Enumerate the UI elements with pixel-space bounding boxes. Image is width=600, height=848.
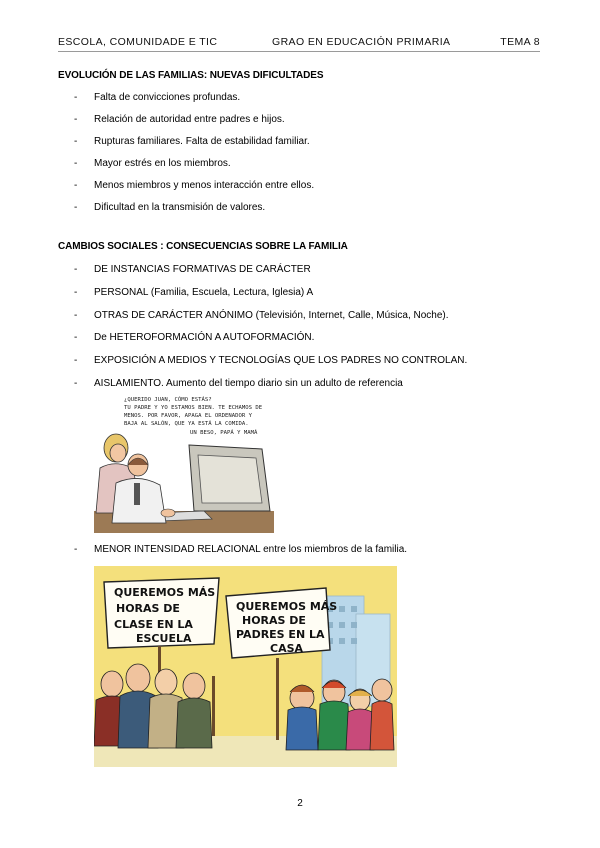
cartoon-caption-line: ¿QUERIDO JUAN, CÓMO ESTÁS? (124, 397, 212, 403)
cartoon-caption-line: UN BESO, PAPÁ Y MAMÁ (190, 430, 258, 436)
sign-left-line: QUEREMOS MÁS (114, 586, 216, 599)
cartoon-parents-computer (94, 393, 274, 533)
page-number: 2 (297, 798, 303, 809)
header-rule (58, 51, 540, 52)
cartoon-caption-line: BAJA AL SALÓN, QUE YA ESTÁ LA COMIDA. (124, 421, 249, 427)
sign-left-line: CLASE EN LA (114, 618, 193, 631)
cartoon-protest-signs (94, 566, 397, 767)
page-header (58, 36, 540, 52)
header-degree: GRAO EN EDUCACIÓN PRIMARIA (272, 36, 451, 48)
sign-right-line: QUEREMOS MÁS (236, 600, 338, 613)
cartoon-caption-line: TU PADRE Y YO ESTAMOS BIEN. TE ECHAMOS DE (124, 405, 263, 411)
sign-right-line: HORAS DE (242, 614, 306, 627)
sign-right-line: PADRES EN LA (236, 628, 325, 641)
header-course: ESCOLA, COMUNIDADE E TIC (58, 36, 218, 48)
sign-right-line: CASA (270, 642, 304, 655)
section-heading-families: EVOLUCIÓN DE LAS FAMILIAS: NUEVAS DIFICULTADES (58, 70, 324, 81)
header-topic: TEMA 8 (500, 36, 540, 48)
sign-left-line: HORAS DE (116, 602, 180, 615)
cartoon-caption-line: MENOS. POR FAVOR, APAGA EL ORDENADOR Y (124, 413, 252, 419)
sign-left-line: ESCUELA (136, 632, 192, 645)
section-heading-social-changes: CAMBIOS SOCIALES : CONSECUENCIAS SOBRE LA FAMILIA (58, 241, 348, 252)
